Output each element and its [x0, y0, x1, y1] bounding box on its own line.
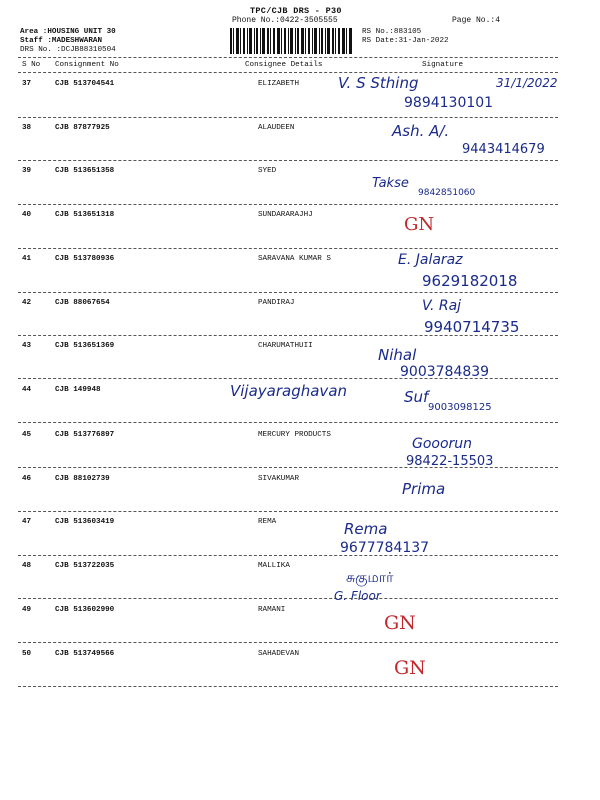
row-rule: [18, 292, 558, 293]
row-sno: 47: [22, 518, 32, 526]
header-rule: [18, 57, 558, 58]
row-sno: 42: [22, 299, 32, 307]
row-consignee-handwritten: Vijayaraghavan: [230, 382, 348, 400]
phone-44: 9003098125: [428, 402, 492, 413]
signature-43: Nihal: [378, 346, 417, 364]
row-rule: [18, 642, 558, 643]
row-consignment: CJB 513780936: [55, 255, 115, 263]
col-consignee: Consignee Details: [245, 61, 323, 69]
rs-number: RS No.:883105: [362, 28, 422, 36]
page-number: Page No.:4: [452, 16, 501, 25]
row-consignment: CJB 88067654: [55, 299, 110, 307]
rs-date: RS Date:31-Jan-2022: [362, 37, 449, 46]
row-consignee: MALLIKA: [258, 562, 290, 570]
signature-42: V. Raj: [422, 298, 462, 314]
row-consignment: CJB 513704541: [55, 80, 115, 88]
signature-48: சுகுமார்: [346, 570, 394, 586]
row-consignee: SIVAKUMAR: [258, 475, 300, 483]
row-consignee: SAHADEVAN: [258, 650, 300, 658]
signature-37: V. S Sthing: [338, 74, 419, 92]
row-consignment: CJB 513651369: [55, 342, 115, 350]
phone-45: 98422-15503: [406, 454, 494, 469]
drs-number: DRS No. :DCJB88310504: [20, 46, 116, 55]
signature-46: Prima: [402, 480, 446, 498]
row-consignment: CJB 513603419: [55, 518, 115, 526]
mark-49: GN: [384, 612, 416, 634]
row-rule: [18, 160, 558, 161]
mark-50: GN: [394, 657, 426, 679]
row-consignee: MERCURY PRODUCTS: [258, 431, 331, 439]
row-sno: 37: [22, 80, 32, 88]
row-rule: [18, 204, 558, 205]
phone-37: 9894130101: [404, 95, 494, 111]
row-sno: 44: [22, 386, 32, 394]
row-sno: 39: [22, 167, 32, 175]
row-sno: 46: [22, 475, 32, 483]
row-consignee: REMA: [258, 518, 277, 526]
row-consignment: CJB 88102739: [55, 475, 110, 483]
phone-39: 9842851060: [418, 188, 476, 198]
row-consignee: SUNDARARAJHJ: [258, 211, 313, 219]
phone-41: 9629182018: [422, 272, 518, 290]
column-header-rule: [18, 72, 558, 73]
row-sno: 45: [22, 431, 32, 439]
row-sno: 43: [22, 342, 32, 350]
signature-47: Rema: [344, 520, 388, 538]
row-rule: [18, 686, 558, 687]
row-consignee: RAMANI: [258, 606, 286, 614]
row-consignment: CJB 513722035: [55, 562, 115, 570]
header-right-block: [362, 28, 449, 46]
signature-41: E. Jalaraz: [398, 252, 463, 268]
document-title: TPC/CJB DRS - P30: [250, 6, 342, 16]
row-rule: [18, 555, 558, 556]
col-signature: Signature: [422, 61, 464, 69]
row-consignee: ALAUDEEN: [258, 124, 295, 132]
row-consignee: SYED: [258, 167, 277, 175]
row-consignee: CHARUMATHUII: [258, 342, 313, 350]
area-label: Area :HOUSING UNIT 30: [20, 28, 116, 36]
staff-label: Staff :MADESHWARAN: [20, 37, 103, 46]
row-rule: [18, 511, 558, 512]
mark-40: GN: [404, 214, 435, 235]
row-sno: 49: [22, 606, 32, 614]
row-rule: [18, 248, 558, 249]
phone-38: 9443414679: [462, 142, 545, 157]
signature-38: Ash. A/.: [392, 122, 450, 140]
row-consignment: CJB 513776897: [55, 431, 115, 439]
signature-44: Suf: [404, 388, 429, 406]
row-sno: 48: [22, 562, 32, 570]
row-rule: [18, 422, 558, 423]
col-consignment: Consignment No: [55, 61, 119, 69]
phone-42: 9940714735: [424, 318, 520, 336]
note-48: G. Floor: [334, 589, 381, 603]
phone-number: Phone No.:0422-3505555: [232, 16, 338, 25]
phone-43: 9003784839: [400, 364, 490, 380]
row-sno: 38: [22, 124, 32, 132]
col-sno: S No: [22, 61, 41, 69]
signature-45: Gooorun: [412, 436, 473, 452]
row-consignment: CJB 149948: [55, 386, 101, 394]
row-consignment: CJB 513749566: [55, 650, 115, 658]
row-consignment: CJB 513651358: [55, 167, 115, 175]
signature-date-37: 31/1/2022: [496, 76, 558, 90]
row-consignee: ELIZABETH: [258, 80, 300, 88]
header-left-block: [20, 28, 116, 56]
row-sno: 41: [22, 255, 32, 263]
phone-47: 9677784137: [340, 540, 430, 556]
row-consignee: PANDIRAJ: [258, 299, 295, 307]
barcode-icon: [230, 28, 352, 54]
row-consignment: CJB 513602990: [55, 606, 115, 614]
row-rule: [18, 117, 558, 118]
row-sno: 40: [22, 211, 32, 219]
row-consignment: CJB 87877925: [55, 124, 110, 132]
row-consignee: SARAVANA KUMAR S: [258, 255, 331, 263]
signature-39: Takse: [372, 176, 409, 191]
row-rule: [18, 598, 558, 599]
row-sno: 50: [22, 650, 32, 658]
row-consignment: CJB 513651318: [55, 211, 115, 219]
